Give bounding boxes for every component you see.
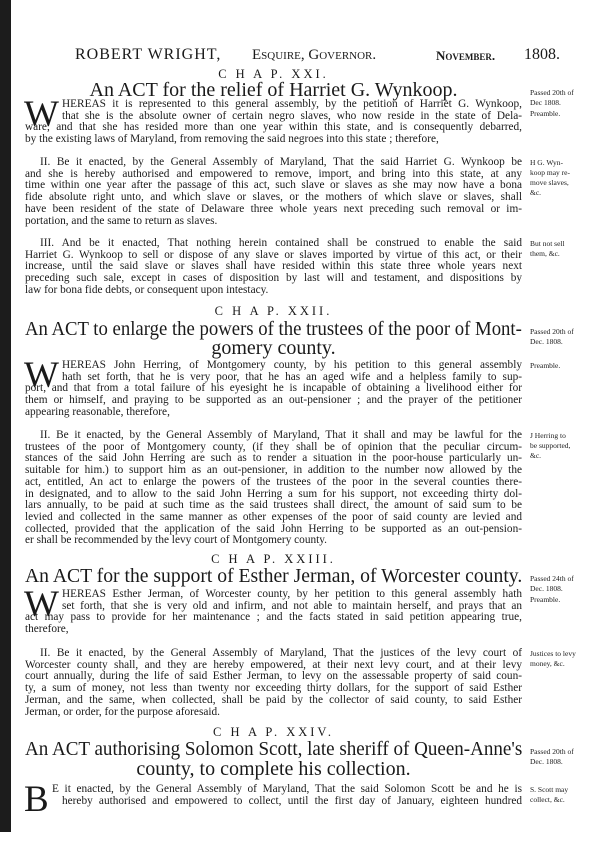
text-line: court annually, during the life of said Esther Jerman, to levy on the assessable property of said coun- <box>25 670 522 683</box>
text-line: Jerman, and the same, when collected, shall be paid by the collector of said county, to said Esther <box>25 693 522 706</box>
act-title: An ACT for the relief of Harriet G. Wynkoop. <box>89 79 458 101</box>
text-line: lars annually, to be paid at such time as the said trustees shall direct, the amount of said sum to be <box>25 499 522 512</box>
text-line: er shall be recommended by the levy court of Montgomery county. <box>25 534 327 547</box>
text-line: Jerman, or order, for the purpose aforesaid. <box>25 705 220 718</box>
margin-note: Preamble. <box>530 361 561 370</box>
text-line: collected, provided that the application of the said John Herring to be supported as an out-pension- <box>25 522 522 535</box>
text-line: time within one year after the passage of this act, such slave or slaves as she may now have a bona <box>25 179 522 192</box>
text-line: have been resident of the state of Delaware three whole years next preceding such removal or im- <box>25 202 522 215</box>
text-line: act may pass to provide for her maintenance ; and the facts stated in said petition appearing true, <box>25 611 522 624</box>
margin-note-passed: Passed 24th of Dec. 1808. <box>530 574 574 593</box>
text-line: suitable for him.) to support him as an out-pensioner, in addition to the number now allowed by the <box>25 464 522 477</box>
text-line: II. Be it enacted, by the General Assembly of Maryland, That the said Harriet G. Wynkoop be <box>40 156 522 168</box>
chapter-heading: C H A P. XXI. <box>218 67 329 81</box>
text-line: HEREAS John Herring, of Montgomery county, by his petition to this general assembly <box>62 359 522 371</box>
chapter-heading: C H A P. XXII. <box>214 304 333 318</box>
scan-binding-edge <box>0 0 11 832</box>
text-line: HEREAS Esther Jerman, of Worcester county, by her petition to this general assembly hath <box>62 588 522 600</box>
margin-note: Justices to levy money, &c. <box>530 649 576 668</box>
text-line: port, and that from a total failure of his eyesight he is incapable of obtaining a livelihood either for <box>25 382 522 395</box>
text-line: II. Be it enacted, by the General Assembly of Maryland, That it shall and may be lawful for the <box>40 429 522 441</box>
text-line: ty, a sum of money, not less than twenty nor exceeding thirty dollars, for the support of said Esther <box>25 682 522 695</box>
text-line: fide absolute right unto, and which slave or slaves, or the mothers of which slave or slaves, shall <box>25 191 522 204</box>
margin-note: Preamble. <box>530 595 561 604</box>
text-line: preceding such sale, except in cases of disposition by last will and testament, and dispositions by <box>25 272 522 285</box>
margin-note: Preamble. <box>530 109 561 118</box>
text-line: hath set forth, that he is very poor, that he has an aged wife and a helpless family to sup- <box>62 370 522 383</box>
act-title: An ACT to enlarge the powers of the trustees of the poor of Mont- <box>25 318 522 340</box>
text-line: set forth, that she is very old and infirm, and not able to maintain herself, and prays that an <box>62 599 522 612</box>
running-header <box>0 46 600 68</box>
text-line: III. And be it enacted, That nothing herein contained shall be construed to enable the said <box>40 237 522 249</box>
text-line: trustees of the poor of Montgomery county, (if they shall be of opinion that the peculiar circum- <box>25 440 522 453</box>
act-title: county, to complete his collection. <box>136 758 411 780</box>
text-line: therefore, <box>25 623 69 636</box>
governor-name: ROBERT WRIGHT, <box>75 46 222 63</box>
margin-note: J Herring to be supported, &c. <box>530 431 571 460</box>
chapter-heading: C H A P. XXIII. <box>211 552 336 566</box>
margin-note-passed: Passed 20th of Dec. 1808. <box>530 747 574 766</box>
text-line: increase, until the said slave or slaves shall have resided within this state three whole years next <box>25 260 522 273</box>
text-line: portation, and the same to return as slaves. <box>25 214 218 227</box>
header-month: November. <box>436 48 496 63</box>
text-line: Worcester county shall, and they are hereby empowered, at their next levy court, and at their levy <box>25 658 522 671</box>
text-line: appearing reasonable, therefore, <box>25 405 170 418</box>
text-line: II. Be it enacted, by the General Assembly of Maryland, That the justices of the levy court of <box>40 647 522 659</box>
text-line: Harriet G. Wynkoop to sell or dispose of any slave or slaves imported by virtue of this act, or their <box>25 248 522 261</box>
drop-cap: W <box>24 584 59 625</box>
margin-note-passed: Passed 20th of Dec 1808. <box>530 88 574 107</box>
margin-note-passed: Passed 20th of Dec. 1808. <box>530 327 574 346</box>
text-line: act, entitled, An act to enlarge the powers of the trustees of the poor in the several counties there- <box>25 475 522 488</box>
act-title: gomery county. <box>211 337 336 359</box>
text-line: in designated, and to allow to the said John Herring a sum for his support, not exceeding thirty dol- <box>25 487 522 500</box>
margin-note: H G. Wyn- koop may re- move slaves, &c. <box>530 158 570 197</box>
governor-title: Esquire, Governor. <box>252 47 377 63</box>
text-line: levied and collected in the same manner as other expenses of the poor of said county are levied and <box>25 510 522 523</box>
drop-cap: W <box>24 94 59 135</box>
text-line: and she is hereby authorised and empowered to remove, import, and bring into this state, at any <box>25 167 522 180</box>
act-title: An ACT authorising Solomon Scott, late sheriff of Queen-Anne's <box>25 738 523 760</box>
text-line: stances of the said John Herring are such as to render a situation in the poor-house particularly un- <box>25 452 522 465</box>
text-line: that she is the absolute owner of certain negro slaves, who now reside in the state of Dela- <box>62 109 522 122</box>
chapter-heading: C H A P. XXIV. <box>213 725 334 739</box>
drop-cap: W <box>24 355 59 396</box>
text-line: HEREAS it is represented to this general assembly, by the petition of Harriet G. Wynkoop, <box>62 98 522 110</box>
act-title: An ACT for the support of Esther Jerman, of Worcester county. <box>25 565 523 587</box>
header-year: 1808. <box>524 46 560 63</box>
text-line: hereby authorised and empowered to collect, until the first day of January, eighteen hundred <box>62 794 522 807</box>
text-line: them or himself, and praying to be supported as an out-pensioner ; and the prayer of the petitioner <box>25 394 522 407</box>
text-line: E it enacted, by the General Assembly of Maryland, That the said Solomon Scott be and he is <box>52 783 522 795</box>
text-line: ware, and that she has resided more than one year within this state, and is consequently debarred, <box>25 121 522 134</box>
margin-note: S. Scott may collect, &c. <box>530 785 569 804</box>
text-line: by the existing laws of Maryland, from removing the said negroes into this state ; therefore, <box>25 133 439 146</box>
margin-note: But not sell them, &c. <box>530 239 565 258</box>
text-line: law for bona fide debts, or consequent upon intestacy. <box>25 283 269 296</box>
drop-cap: B <box>24 779 49 820</box>
